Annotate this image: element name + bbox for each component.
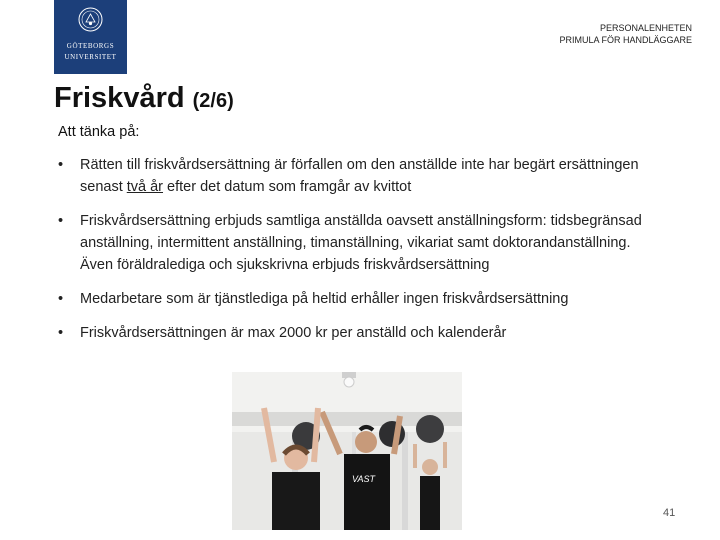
university-logo xyxy=(54,0,127,74)
bullet1-underlined-text: två år xyxy=(126,179,164,195)
logo-text-line2: UNIVERSITET xyxy=(64,53,117,61)
bullet-item-leave xyxy=(56,288,656,310)
bullet4-text: Friskvårdsersättningen är max 2000 kr per anställd och kalenderår xyxy=(80,325,507,341)
title-counter: (2/6) xyxy=(192,90,234,112)
logo-text-line1: GÖTEBORGS xyxy=(66,42,115,50)
title-main: Friskvård xyxy=(54,82,185,114)
bullet-item-max-amount xyxy=(56,322,656,344)
bullet2-text: Friskvårdsersättning erbjuds samtliga anställda oavsett anställningsform: tidsbegränsad anställning, intermittent anställning, timanställning, vikariat samt doktorandanställning. Även föräldralediga och sjukskrivna erbjuds friskvårdsersättning xyxy=(80,213,642,273)
system-name: PRIMULA FÖR HANDLÄGGARE xyxy=(559,35,692,45)
bullet-list xyxy=(56,154,656,356)
page-number: 41 xyxy=(663,507,676,519)
bullet-item-claim-deadline xyxy=(56,154,656,198)
bullet-marker: • xyxy=(58,325,64,341)
bullet1-text-after: efter det datum som framgår av kvittot xyxy=(163,179,412,195)
exercise-class-photo xyxy=(232,372,462,530)
bullet1-text-before: Rätten till friskvårdsersättning är förfallen om den anställde inte har begärt ersättningen senast xyxy=(80,157,639,195)
department-header xyxy=(559,22,692,46)
bullet-marker: • xyxy=(58,157,64,173)
bullet-item-eligibility xyxy=(56,210,656,276)
bullet-marker: • xyxy=(58,291,64,307)
shirt-print: VAST xyxy=(352,474,376,484)
department-name: PERSONALENHETEN xyxy=(599,23,692,33)
slide-title xyxy=(54,82,234,115)
bullet-marker: • xyxy=(58,213,64,229)
exercise-photo-illustration xyxy=(232,372,462,530)
bullet3-text: Medarbetare som är tjänstlediga på heltid erhåller ingen friskvårdsersättning xyxy=(80,291,569,307)
university-seal-icon xyxy=(78,7,103,32)
subheading: Att tänka på: xyxy=(58,124,140,140)
